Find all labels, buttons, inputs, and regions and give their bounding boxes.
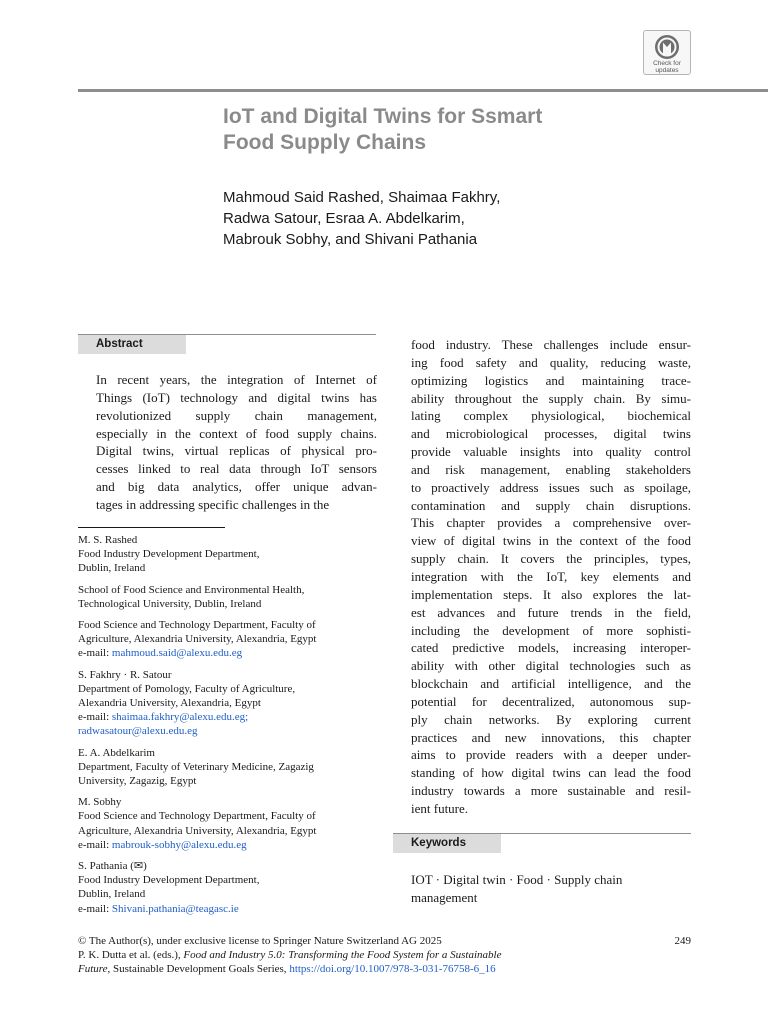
book-title-text: Food and Industry 5.0: Transforming the Food System for a Sustainable xyxy=(183,949,502,962)
text-line: provide valuable insights into quality control xyxy=(411,444,691,460)
affiliation-block xyxy=(78,618,378,661)
email-label: e-mail: xyxy=(78,902,112,915)
affiliation-line: University, Zagazig, Egypt xyxy=(78,775,197,788)
text-line: supply chain. It covers the principles, types, xyxy=(411,551,691,567)
email-row xyxy=(78,724,378,738)
affiliation-line: Dublin, Ireland xyxy=(78,562,146,575)
affiliation-block xyxy=(78,795,378,852)
chapter-title xyxy=(223,104,643,156)
email-label: e-mail: xyxy=(78,647,112,660)
author-line: Radwa Satour, Esraa A. Abdelkarim, xyxy=(223,210,465,227)
badge-caption-line-1: Check for xyxy=(653,60,681,67)
series-line xyxy=(78,962,692,976)
badge-caption-line-2: updates xyxy=(655,67,679,74)
affiliation-block xyxy=(78,668,378,739)
text-line: especially in the context of food supply chains. xyxy=(96,425,377,441)
keywords-line: IOT · Digital twin · Food · Supply chain xyxy=(411,872,623,887)
keywords-line: management xyxy=(411,889,478,905)
affiliation-block xyxy=(78,859,378,916)
text-line: lating complex physiological, biochemical xyxy=(411,408,691,424)
keywords-heading: Keywords xyxy=(393,834,501,853)
abstract-text-right xyxy=(411,336,691,818)
series-text: , Sustainable Development Goals Series, xyxy=(107,963,290,976)
text-line: ing food safety and quality, reducing waste, xyxy=(411,354,691,370)
affiliation-line: Food Science and Technology Department, Faculty of xyxy=(78,619,316,632)
text-line: blockchain and artificial intelligence, and the xyxy=(411,676,691,692)
abstract-heading: Abstract xyxy=(78,335,186,354)
affiliation-line: Dublin, Ireland xyxy=(78,888,146,901)
footnote-rule xyxy=(78,527,225,528)
text-line: ability with other digital technologies such as xyxy=(411,658,691,674)
affiliation-line: M. Sobhy xyxy=(78,796,122,809)
text-line: tages in addressing specific challenges in the xyxy=(96,496,330,512)
email-row xyxy=(78,646,378,660)
text-line: ability throughout the supply chain. By simu- xyxy=(411,390,691,406)
text-line: implementation steps. It also explores the lat- xyxy=(411,586,691,602)
text-line: contamination and supply chain disruptions. xyxy=(411,497,691,513)
text-line: practices and new innovations, this chapter xyxy=(411,729,691,745)
email-link[interactable]: mabrouk-sobhy@alexu.edu.eg xyxy=(111,838,247,851)
text-line: revolutionized supply chain management, xyxy=(96,407,377,423)
affiliation-line: Food Industry Development Department, xyxy=(78,548,260,561)
author-line: Mabrouk Sobhy, and Shivani Pathania xyxy=(223,231,478,248)
affiliation-line: Technological University, Dublin, Ireland xyxy=(78,597,262,610)
header-rule xyxy=(78,89,768,92)
copyright-line: © The Author(s), under exclusive license to Springer Nature Switzerland AG 2025 xyxy=(78,935,442,947)
text-line: including the development of more sophisti- xyxy=(411,622,691,638)
author-list xyxy=(223,187,603,250)
affiliation-line: Agriculture, Alexandria University, Alexandria, Egypt xyxy=(78,633,317,646)
text-line: aims to provide readers with a deeper under- xyxy=(411,747,691,763)
text-line: and risk management, enabling stakeholders xyxy=(411,461,691,477)
text-line: est advances and future trends in the field, xyxy=(411,604,691,620)
affiliation-line: M. S. Rashed xyxy=(78,534,138,546)
text-line: food industry. These challenges include ensur- xyxy=(411,337,691,352)
affiliations xyxy=(78,533,378,923)
editors-text: P. K. Dutta et al. (eds.), xyxy=(78,949,184,962)
citation-footer xyxy=(78,934,692,977)
affiliation-line: Agriculture, Alexandria University, Alexandria, Egypt xyxy=(78,824,317,837)
text-line: to proactively address issues such as spoilage, xyxy=(411,479,691,495)
text-line: integration with the IoT, key elements and xyxy=(411,568,691,584)
title-line: IoT and Digital Twins for Ssmart xyxy=(223,105,543,128)
affiliation-line: Department of Pomology, Faculty of Agriculture, xyxy=(78,682,296,695)
email-row xyxy=(78,838,378,852)
text-line: ply chain networks. By exploring current xyxy=(411,711,691,727)
text-line: Things (IoT) technology and digital twins has xyxy=(96,389,377,405)
text-line: industry towards a more sustainable and resil- xyxy=(411,783,691,799)
affiliation-line: E. A. Abdelkarim xyxy=(78,746,155,759)
email-link[interactable]: shaimaa.fakhry@alexu.edu.eg; xyxy=(111,711,249,724)
doi-link[interactable]: https://doi.org/10.1007/978-3-031-76758-6_16 xyxy=(289,963,496,976)
text-line: and big data analytics, offer unique advan- xyxy=(96,479,377,495)
book-title-continued: Future xyxy=(78,963,108,976)
abstract-text-left xyxy=(96,371,377,514)
affiliation-block xyxy=(78,533,378,576)
text-line: In recent years, the integration of Internet of xyxy=(96,372,377,387)
affiliation-line: Alexandria University, Alexandria, Egypt xyxy=(78,697,261,710)
affiliation-block xyxy=(78,583,378,611)
email-row xyxy=(78,902,378,916)
email-link[interactable]: mahmoud.said@alexu.edu.eg xyxy=(111,647,243,660)
page-number: 249 xyxy=(674,935,691,947)
editors-line xyxy=(78,948,692,962)
title-line: Food Supply Chains xyxy=(223,131,426,154)
text-line: cated predictive models, increasing interoper- xyxy=(411,640,691,656)
email-label: e-mail: xyxy=(78,711,112,724)
text-line: view of digital twins in the context of the food xyxy=(411,533,691,549)
email-label: e-mail: xyxy=(78,838,112,851)
email-row xyxy=(78,710,378,724)
text-line: cesses linked to real data through IoT sensors xyxy=(96,461,377,477)
affiliation-block xyxy=(78,746,378,789)
text-line: and microbiological processes, digital twins xyxy=(411,426,691,442)
text-line: optimizing logistics and maintaining trace- xyxy=(411,372,691,388)
affiliation-line: S. Pathania (✉) xyxy=(78,860,147,873)
affiliation-line: Food Industry Development Department, xyxy=(78,874,260,887)
email-link[interactable]: Shivani.pathania@teagasc.ie xyxy=(111,902,239,915)
affiliation-line: School of Food Science and Environmental Health, xyxy=(78,583,305,596)
author-line: Mahmoud Said Rashed, Shaimaa Fakhry, xyxy=(223,189,501,206)
text-line: standing of how digital twins can lead the food xyxy=(411,765,691,781)
keywords-list xyxy=(411,871,691,907)
email-link[interactable]: radwasatour@alexu.edu.eg xyxy=(78,725,198,738)
affiliation-line: Food Science and Technology Department, Faculty of xyxy=(78,810,316,823)
text-line: This chapter provides a comprehensive over- xyxy=(411,515,691,531)
affiliation-line: S. Fakhry · R. Satour xyxy=(78,668,172,681)
check-for-updates-badge[interactable] xyxy=(643,30,691,75)
text-line: Digital twins, virtual replicas of physical pro- xyxy=(96,443,377,459)
check-for-updates-icon xyxy=(654,34,680,60)
text-line: potential for decentralized, autonomous sup- xyxy=(411,693,691,709)
affiliation-line: Department, Faculty of Veterinary Medicine, Zagazig xyxy=(78,760,314,773)
text-line: ient future. xyxy=(411,800,469,816)
